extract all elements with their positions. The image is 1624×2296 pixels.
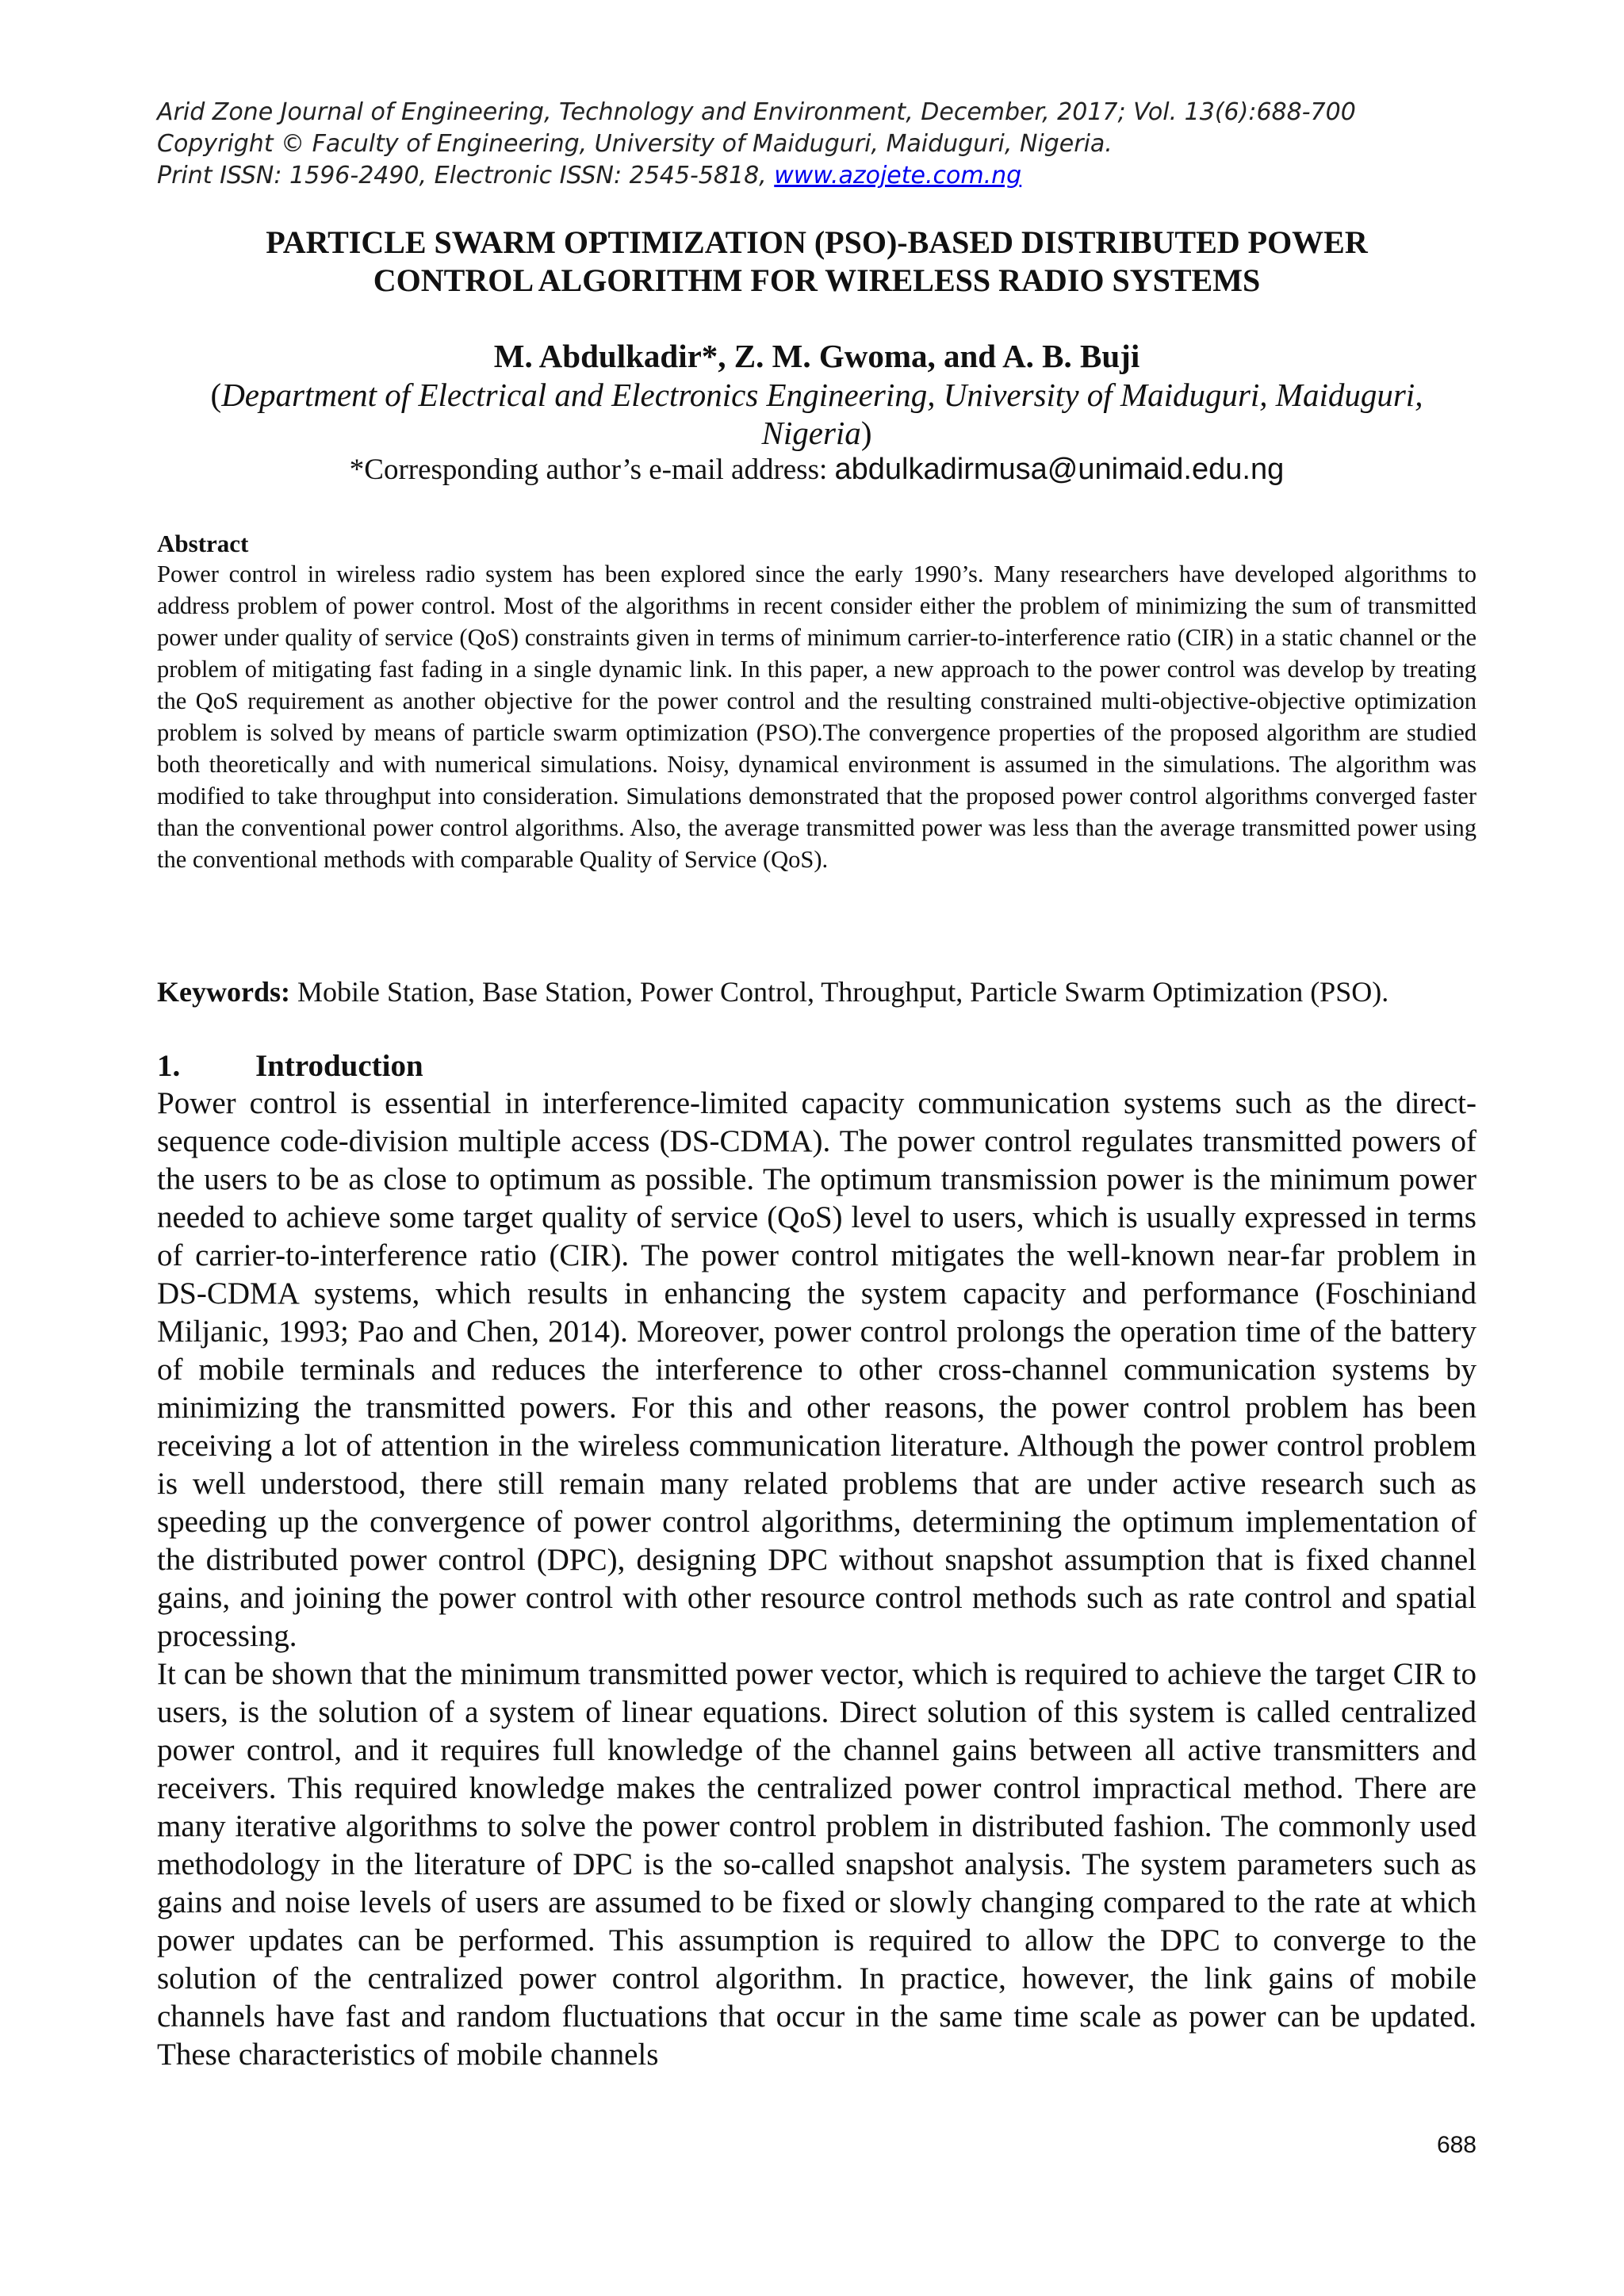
- page-number: 688: [1436, 2132, 1477, 2158]
- affiliation-open-paren: (: [210, 377, 222, 413]
- paper-title-line-1: PARTICLE SWARM OPTIMIZATION (PSO)-BASED DISTRIBUTED POWER: [266, 224, 1368, 260]
- journal-copyright-line: Copyright © Faculty of Engineering, University of Maiduguri, Maiduguri, Nigeria.: [157, 130, 1113, 158]
- paper-title-line-2: CONTROL ALGORITHM FOR WIRELESS RADIO SYSTEMS: [373, 262, 1261, 298]
- introduction-paragraph-2: It can be shown that the minimum transmitted power vector, which is required to achieve the target CIR to users, is the solution of a system of linear equations. Direct solution of this system is called centralized power control, and it requires full knowledge of the channel gains between all active transmitters and receivers. This required knowledge makes the centralized power control impractical method. There are many iterative algorithms to solve the power control problem in distributed fashion. The commonly used methodology in the literature of DPC is the so-called snapshot analysis. The system parameters such as gains and noise levels of users are assumed to be fixed or slowly changing compared to the rate at which power updates can be performed. This assumption is required to allow the DPC to converge to the solution of the centralized power control algorithm. In practice, however, the link gains of mobile channels have fast and random fluctuations that occur in the same time scale as power can be updated. These characteristics of mobile channels: [157, 1657, 1477, 2072]
- keywords-label: Keywords:: [157, 976, 290, 1008]
- keywords: [157, 974, 1477, 1010]
- introduction-body: [157, 1085, 1477, 2074]
- paper-title: [157, 224, 1477, 300]
- abstract-text: Power control in wireless radio system has been explored since the early 1990’s. Many researchers have developed algorithms to address problem of power control. Most of the algorithms in recent consider either the problem of minimizing the sum of transmitted power under quality of service (QoS) constraints given in terms of minimum carrier-to-interference ratio (CIR) in a static channel or the problem of mitigating fast fading in a single dynamic link. In this paper, a new approach to the power control was develop by treating the QoS requirement as another objective for the power control and the resulting constrained multi-objective-objective optimization problem is solved by means of particle swarm optimization (PSO).The convergence properties of the proposed algorithm are studied both theoretically and with numerical simulations. Noisy, dynamical environment is assumed in the simulations. The algorithm was modified to take throughput into consideration. Simulations demonstrated that the proposed power control algorithms converged faster than the conventional power control algorithms. Also, the average transmitted power was less than the average transmitted power using the conventional methods with comparable Quality of Service (QoS).: [157, 561, 1477, 873]
- journal-issn-text: Print ISSN: 1596-2490, Electronic ISSN: 2545-5818,: [157, 162, 775, 189]
- corresponding-author: [157, 450, 1477, 489]
- keywords-text: Mobile Station, Base Station, Power Control, Throughput, Particle Swarm Optimization (PSO).: [289, 976, 1389, 1008]
- corresponding-author-label: *Corresponding author’s e-mail address:: [349, 453, 835, 486]
- journal-citation-line: Arid Zone Journal of Engineering, Technology and Environment, December, 2017; Vol. 13(6):688-700: [157, 98, 1356, 126]
- abstract-heading: Abstract: [157, 530, 249, 557]
- journal-header: [157, 97, 1489, 192]
- affiliation-close-paren: ): [860, 415, 872, 451]
- introduction-paragraph-1: Power control is essential in interference-limited capacity communication systems such as the direct-sequence code-division multiple access (DS-CDMA). The power control regulates transmitted powers of the users to be as close to optimum as possible. The optimum transmission power is the minimum power needed to achieve some target quality of service (QoS) level to users, which is usually expressed in terms of carrier-to-interference ratio (CIR). The power control mitigates the well-known near-far problem in DS-CDMA systems, which results in enhancing the system capacity and performance (Foschiniand Miljanic, 1993; Pao and Chen, 2014). Moreover, power control prolongs the operation time of the battery of mobile terminals and reduces the interference to other cross-channel communication systems by minimizing the transmitted powers. For this and other reasons, the power control problem has been receiving a lot of attention in the wireless communication literature. Although the power control problem is well understood, there still remain many related problems that are under active research such as speeding up the convergence of power control algorithms, determining the optimum implementation of the distributed power control (DPC), designing DPC without snapshot assumption that is fixed channel gains, and joining the power control with other resource control methods such as rate control and spatial processing.: [157, 1086, 1477, 1653]
- author-affiliation: [157, 376, 1477, 452]
- author-list: M. Abdulkadir*, Z. M. Gwoma, and A. B. Buji: [493, 338, 1140, 374]
- journal-issn-line: [157, 160, 1489, 192]
- affiliation-text: Department of Electrical and Electronics Engineering, University of Maiduguri, Maiduguri, Nigeria: [221, 377, 1423, 451]
- section-heading-introduction: [157, 1048, 423, 1085]
- section-title: Introduction: [255, 1049, 423, 1083]
- section-number: 1.: [157, 1049, 181, 1083]
- journal-website-link[interactable]: www.azojete.com.ng: [774, 162, 1022, 189]
- corresponding-author-email: abdulkadirmusa@unimaid.edu.ng: [834, 453, 1285, 486]
